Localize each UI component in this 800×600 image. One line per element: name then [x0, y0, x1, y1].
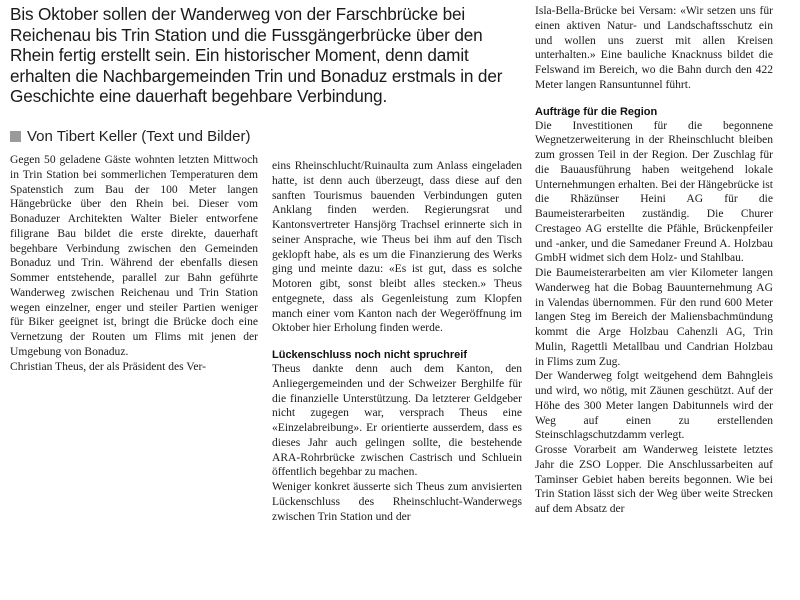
- byline-text: Von Tibert Keller (Text und Bilder): [27, 128, 251, 145]
- paragraph: Gegen 50 geladene Gäste wohnten letzten Mittwoch in Trin Station bei sommerlichen Temperaturen dem Spatenstich zum Bau der 100 Meter langen Hängebrücke über den Rhein bei. Dieser vom Bonaduzer Architekten Walter Bieler entworfene filigrane Bau bildet die erste direkte, dauerhaft begehbare Verbindung zwischen den Gemeinden Bonaduz und Trin. Während der ebenfalls diesen Sommer entstehende, parallel zur Bahn geführte Wanderweg zwischen Reichenau und Trin Station wegen einzelner, enger und steiler Partien weniger für Biker geeignet ist, bringt die Brücke doch eine Vernetzung der Routen um Flims mit jenen der Umgebung von Bonaduz.: [10, 154, 258, 358]
- paragraph: Weniger konkret äusserte sich Theus zum anvisierten Lückenschluss des Rheinschlucht-Wanderwegs zwischen Trin Station und der: [272, 481, 522, 523]
- paragraph: Die Baumeisterarbeiten am vier Kilometer langen Wanderweg hat die Bobag Bauunternehmung AG in Valendas übernommen. Für den rund 600 Meter langen Steg im Bereich der Maliensbachmündung kommt die Arge Holzbau Cahenzli AG, Trin Mulin, Ragettli Metallbau und Candrian Holzbau in Flims zum Zug.: [535, 267, 773, 368]
- article-column-1: [10, 153, 258, 374]
- byline-square-icon: [10, 131, 21, 142]
- byline: [10, 128, 515, 146]
- section-heading: Lückenschluss noch nicht spruchreif: [272, 349, 467, 361]
- paragraph: eins Rheinschlucht/Ruinaulta zum Anlass eingeladen hatte, ist denn auch überzeugt, dass diese auf den sanften Tourismus bauenden Verbindungen guten Anklang finden werden. Regierungsrat und Kantonsvertreter Hansjörg Trachsel erinnerte sich in seiner Ansprache, wie Theus bei ihm auf den Tisch geklopft habe, als es um die Finanzierung des Werks ging und meinte dazu: «Es ist gut, dass es solche Motoren gibt, sonst bleibt alles stecken.» Theus entgegnete, dass als Gegenleistung zum Klopfen manch einer vom Kanton nach der Wegeröffnung im Oktober hier Erholung finden werde.: [272, 160, 522, 335]
- article-column-2: [272, 159, 522, 524]
- paragraph: Grosse Vorarbeit am Wanderweg leistete letztes Jahr die ZSO Lopper. Die Anschlussarbeiten auf Taminser Gebiet haben bereits begonnen. Wie bei Trin Station lässt sich der Weg über weite Strecken auf dem Absatz der: [535, 444, 773, 515]
- paragraph: Christian Theus, der als Präsident des Ver-: [10, 360, 206, 373]
- paragraph: Der Wanderweg folgt weitgehend dem Bahngleis und wird, wo nötig, mit Zäunen geschützt. Auf der Höhe des 300 Meter langen Dabitunnels wird der Weg auf einen zu erstellenden Steinschlagschutzdamm verlegt.: [535, 370, 773, 442]
- section-heading: Aufträge für die Region: [535, 105, 658, 118]
- paragraph: Die Investitionen für die begonnene Wegnetzerweiterung in der Rheinschlucht bleiben zum grossen Teil in der Region. Der Zuschlag für die Bauausführung haben weitgehend lokale Unternehmungen erhalten. Bei der Hängebrücke ist die Rhäzünser Heini AG für die Baumeisterarbeiten zuständig. Die Churer Crestageo AG erstellte die Pfähle, Brückenpfeiler und -anker, und die Samedaner Freund A. Holzbau GmbH widmet sich dem Holz- und Stahlbau.: [535, 119, 773, 265]
- article-column-3: [535, 4, 773, 517]
- article-lead: Bis Oktober sollen der Wanderweg von der Farschbrücke bei Reichenau bis Trin Station und die Fussgängerbrücke über den Rhein fertig erstellt sein. Ein historischer Moment, denn damit erhalten die Nachbargemeinden Trin und Bonaduz erstmals in der Geschichte eine dauerhaft begehbare Verbindung.: [10, 4, 503, 106]
- paragraph: Isla-Bella-Brücke bei Versam: «Wir setzen uns für einen aktiven Natur- und Landschaftsschutz ein und wollen uns zuerst mit allen Kreisen unterhalten.» Eine bauliche Knacknuss bildet die Felswand im Bereich, wo die Bahn durch den 422 Meter langen Ransuntunnel führt.: [535, 5, 773, 91]
- paragraph: Theus dankte denn auch dem Kanton, den Anliegergemeinden und der Schweizer Berghilfe für die finanzielle Unterstützung. Da letzterer Geldgeber nicht zugegen war, versprach Theus eine «Einzelabreibung». Er orientierte ausserdem, dass es dieses Jahr auch gelingen sollte, die bestehende ARA-Rohrbrücke zwischen Castrisch und Schluein öffentlich begehbar zu machen.: [272, 363, 522, 479]
